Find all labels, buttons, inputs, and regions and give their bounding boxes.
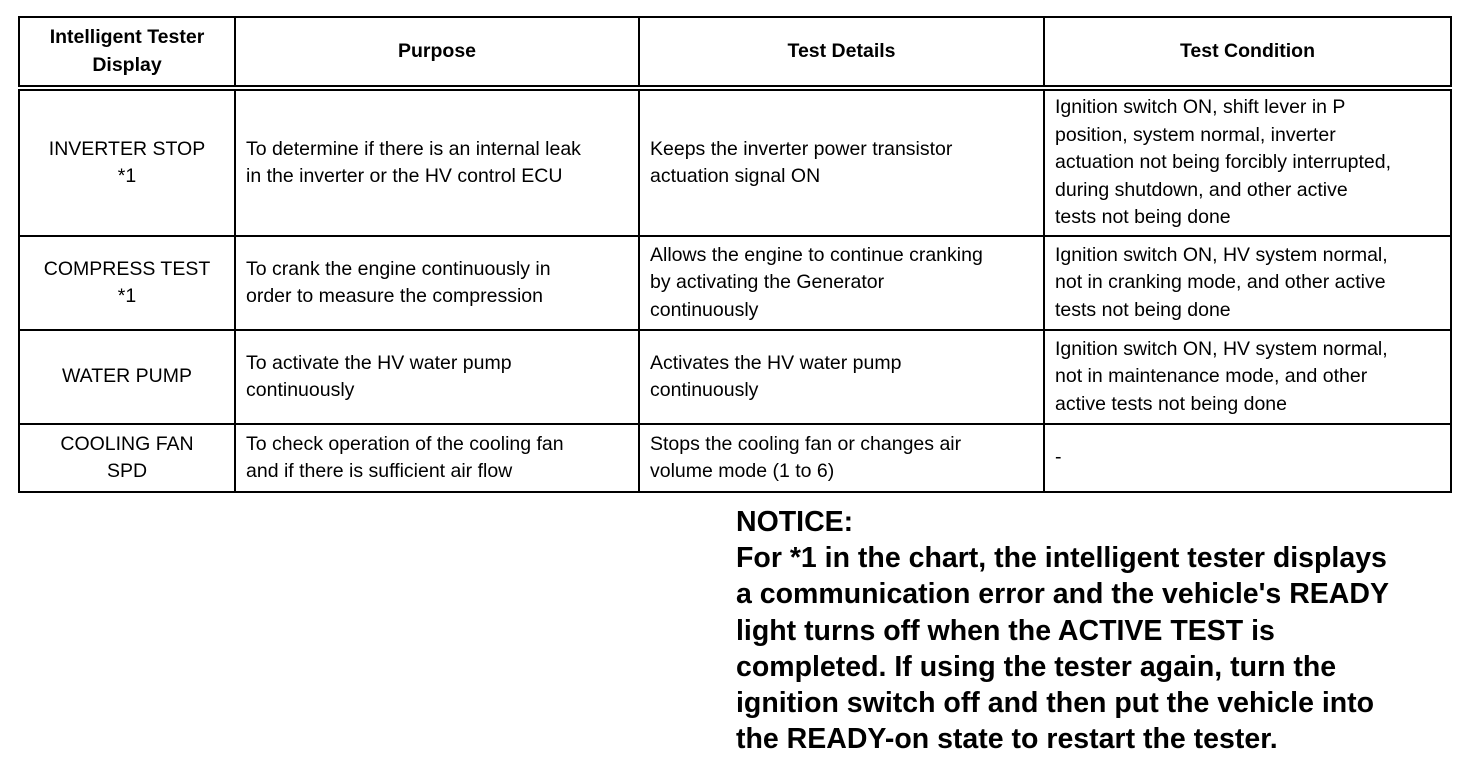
row-purpose: To determine if there is an internal leak in the inverter or the HV control ECU [235, 88, 639, 236]
row-display-water-pump: WATER PUMP [19, 330, 235, 424]
notice-title: NOTICE: [736, 506, 854, 538]
row-condition: - [1044, 424, 1451, 492]
notice-line: light turns off when the ACTIVE TEST is [736, 614, 1275, 647]
row-condition: Ignition switch ON, HV system normal, not in maintenance mode, and other active tests not being done [1044, 330, 1451, 424]
notice-block [736, 504, 1456, 757]
row-display-inverter-stop: INVERTER STOP *1 [19, 88, 235, 236]
row-condition: Ignition switch ON, shift lever in P position, system normal, inverter actuation not being forcibly interrupted, during shutdown, and other active tests not being done [1044, 88, 1451, 236]
row-purpose: To check operation of the cooling fan and if there is sufficient air flow [235, 424, 639, 492]
notice-line: the READY-on state to restart the tester. [736, 723, 1278, 756]
row-display-compress-test: COMPRESS TEST *1 [19, 236, 235, 330]
row-purpose: To crank the engine continuously in order to measure the compression [235, 236, 639, 330]
header-tester-display: Intelligent Tester Display [19, 17, 235, 88]
notice-line: ignition switch off and then put the vehicle into [736, 687, 1375, 720]
table-header-row [19, 17, 1451, 88]
active-test-table [18, 16, 1452, 493]
row-display-cooling-fan-spd: COOLING FAN SPD [19, 424, 235, 492]
notice-line: For *1 in the chart, the intelligent tester displays [736, 542, 1387, 575]
header-purpose: Purpose [235, 17, 639, 88]
header-test-details: Test Details [639, 17, 1044, 88]
notice-line: a communication error and the vehicle's READY [736, 578, 1389, 611]
table-row [19, 236, 1451, 330]
table-row [19, 330, 1451, 424]
table-row [19, 424, 1451, 492]
row-details: Stops the cooling fan or changes air volume mode (1 to 6) [639, 424, 1044, 492]
header-test-condition: Test Condition [1044, 17, 1451, 88]
row-details: Keeps the inverter power transistor actuation signal ON [639, 88, 1044, 236]
row-details: Activates the HV water pump continuously [639, 330, 1044, 424]
row-condition: Ignition switch ON, HV system normal, not in cranking mode, and other active tests not being done [1044, 236, 1451, 330]
notice-line: completed. If using the tester again, turn the [736, 650, 1337, 683]
table-row [19, 88, 1451, 236]
row-purpose: To activate the HV water pump continuously [235, 330, 639, 424]
row-details: Allows the engine to continue cranking by activating the Generator continuously [639, 236, 1044, 330]
